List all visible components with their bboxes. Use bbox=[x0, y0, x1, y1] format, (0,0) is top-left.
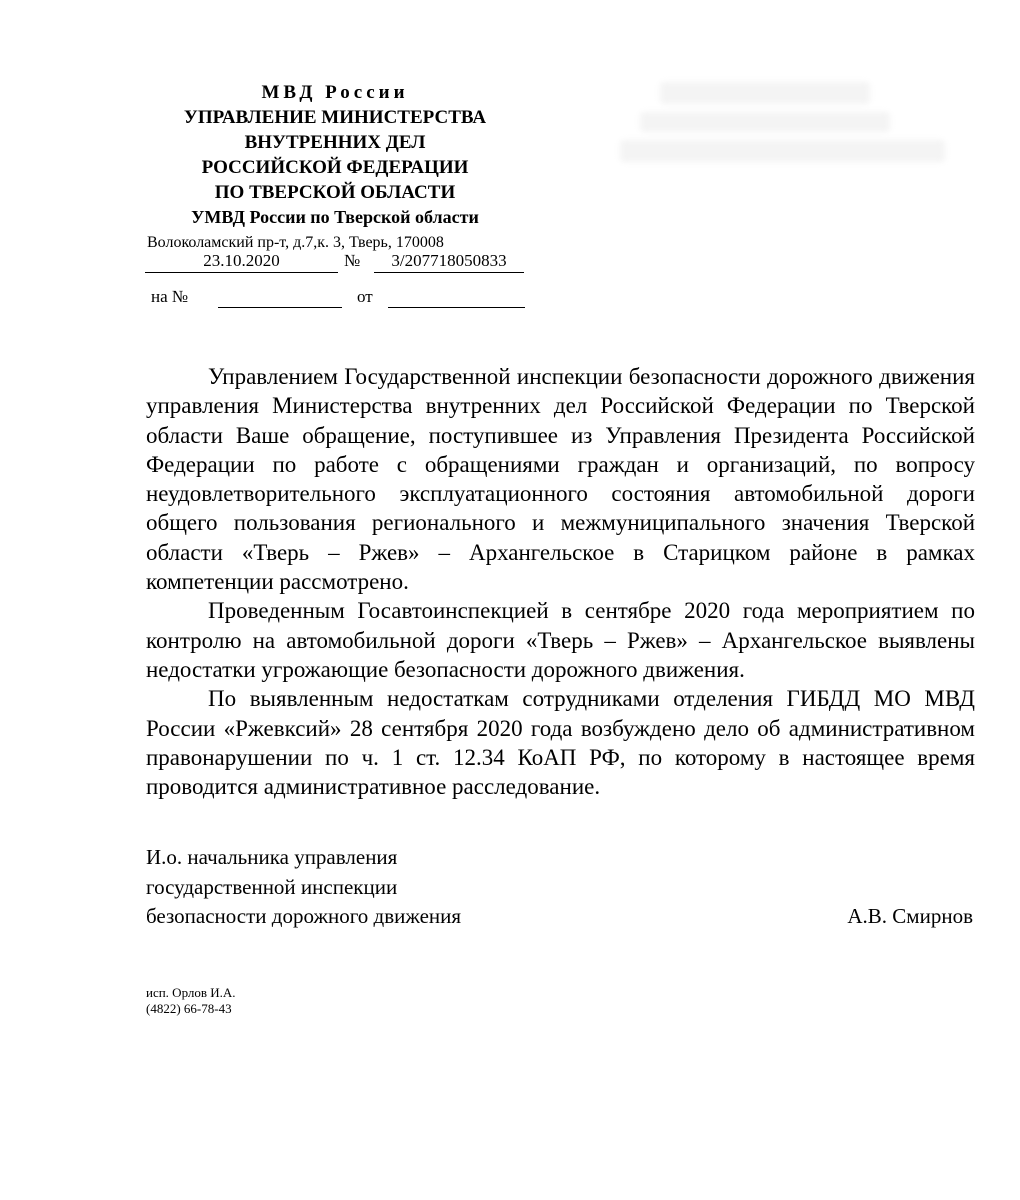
letterhead bbox=[140, 80, 530, 254]
signature-block bbox=[146, 843, 975, 932]
reference-date-blank bbox=[388, 286, 525, 308]
org-short-name: МВД России bbox=[261, 82, 409, 103]
registration-number: 3/207718050833 bbox=[374, 250, 524, 273]
executor-phone: (4822) 66-78-43 bbox=[146, 1001, 232, 1016]
body-paragraph-2: Проведенным Госавтоинспекцией в сентябре 2020 года мероприятием по контролю на автомобильной дороги «Тверь – Ржев» – Архангельское выявлены недостатки угрожающие безопасности дорожного движения. bbox=[146, 598, 975, 682]
letter-body bbox=[146, 362, 975, 801]
signer-title-line-2: государственной инспекции bbox=[146, 874, 398, 899]
signer-title-line-1: И.о. начальника управления bbox=[146, 845, 398, 869]
body-paragraph-1: Управлением Государственной инспекции безопасности дорожного движения управления Министерства внутренних дел Российской Федерации по Тверской области Ваше обращение, поступившее из Управления Президента Российской Федерации по работе с обращениями граждан и организаций, по вопросу неудовлетворительного эксплуатационного состояния автомобильной дороги общего пользования регионального и межмуниципального значения Тверской области «Тверь – Ржев» – Архангельское в Старицком районе в рамках компетенции рассмотрено. bbox=[146, 364, 975, 595]
body-paragraph-3: По выявленным недостаткам сотрудниками отделения ГИБДД МО МВД России «Ржевксий» 28 сентября 2020 года возбуждено дело об административном правонарушении по ч. 1 ст. 12.34 КоАП РФ, по которому в настоящее время проводится административное расследование. bbox=[146, 686, 975, 800]
reference-number-blank bbox=[218, 286, 342, 308]
executor-info bbox=[146, 985, 236, 1017]
department-name-line-3: РОССИЙСКОЙ ФЕДЕРАЦИИ bbox=[201, 157, 469, 178]
department-name-line-2: ВНУТРЕННИХ ДЕЛ bbox=[244, 132, 426, 153]
blurred-addressee-block bbox=[620, 140, 945, 162]
blurred-addressee-block bbox=[640, 112, 890, 132]
executor-name: исп. Орлов И.А. bbox=[146, 985, 236, 1000]
signer-name: А.В. Смирнов bbox=[847, 904, 973, 928]
signer-title-line-3: безопасности дорожного движения bbox=[146, 904, 462, 928]
department-name-line-1: УПРАВЛЕНИЕ МИНИСТЕРСТВА bbox=[183, 107, 487, 128]
blurred-addressee-block bbox=[660, 82, 870, 104]
department-address: Волоколамский пр-т, д.7,к. 3, Тверь, 170008 bbox=[147, 234, 444, 251]
registration-number-label: № bbox=[344, 251, 361, 270]
registration-date: 23.10.2020 bbox=[145, 250, 338, 273]
department-short-name: УМВД России по Тверской области bbox=[191, 207, 479, 227]
department-name-line-4: ПО ТВЕРСКОЙ ОБЛАСТИ bbox=[214, 182, 456, 203]
reference-number-label: на № bbox=[151, 287, 189, 306]
reference-date-label: от bbox=[357, 287, 373, 306]
